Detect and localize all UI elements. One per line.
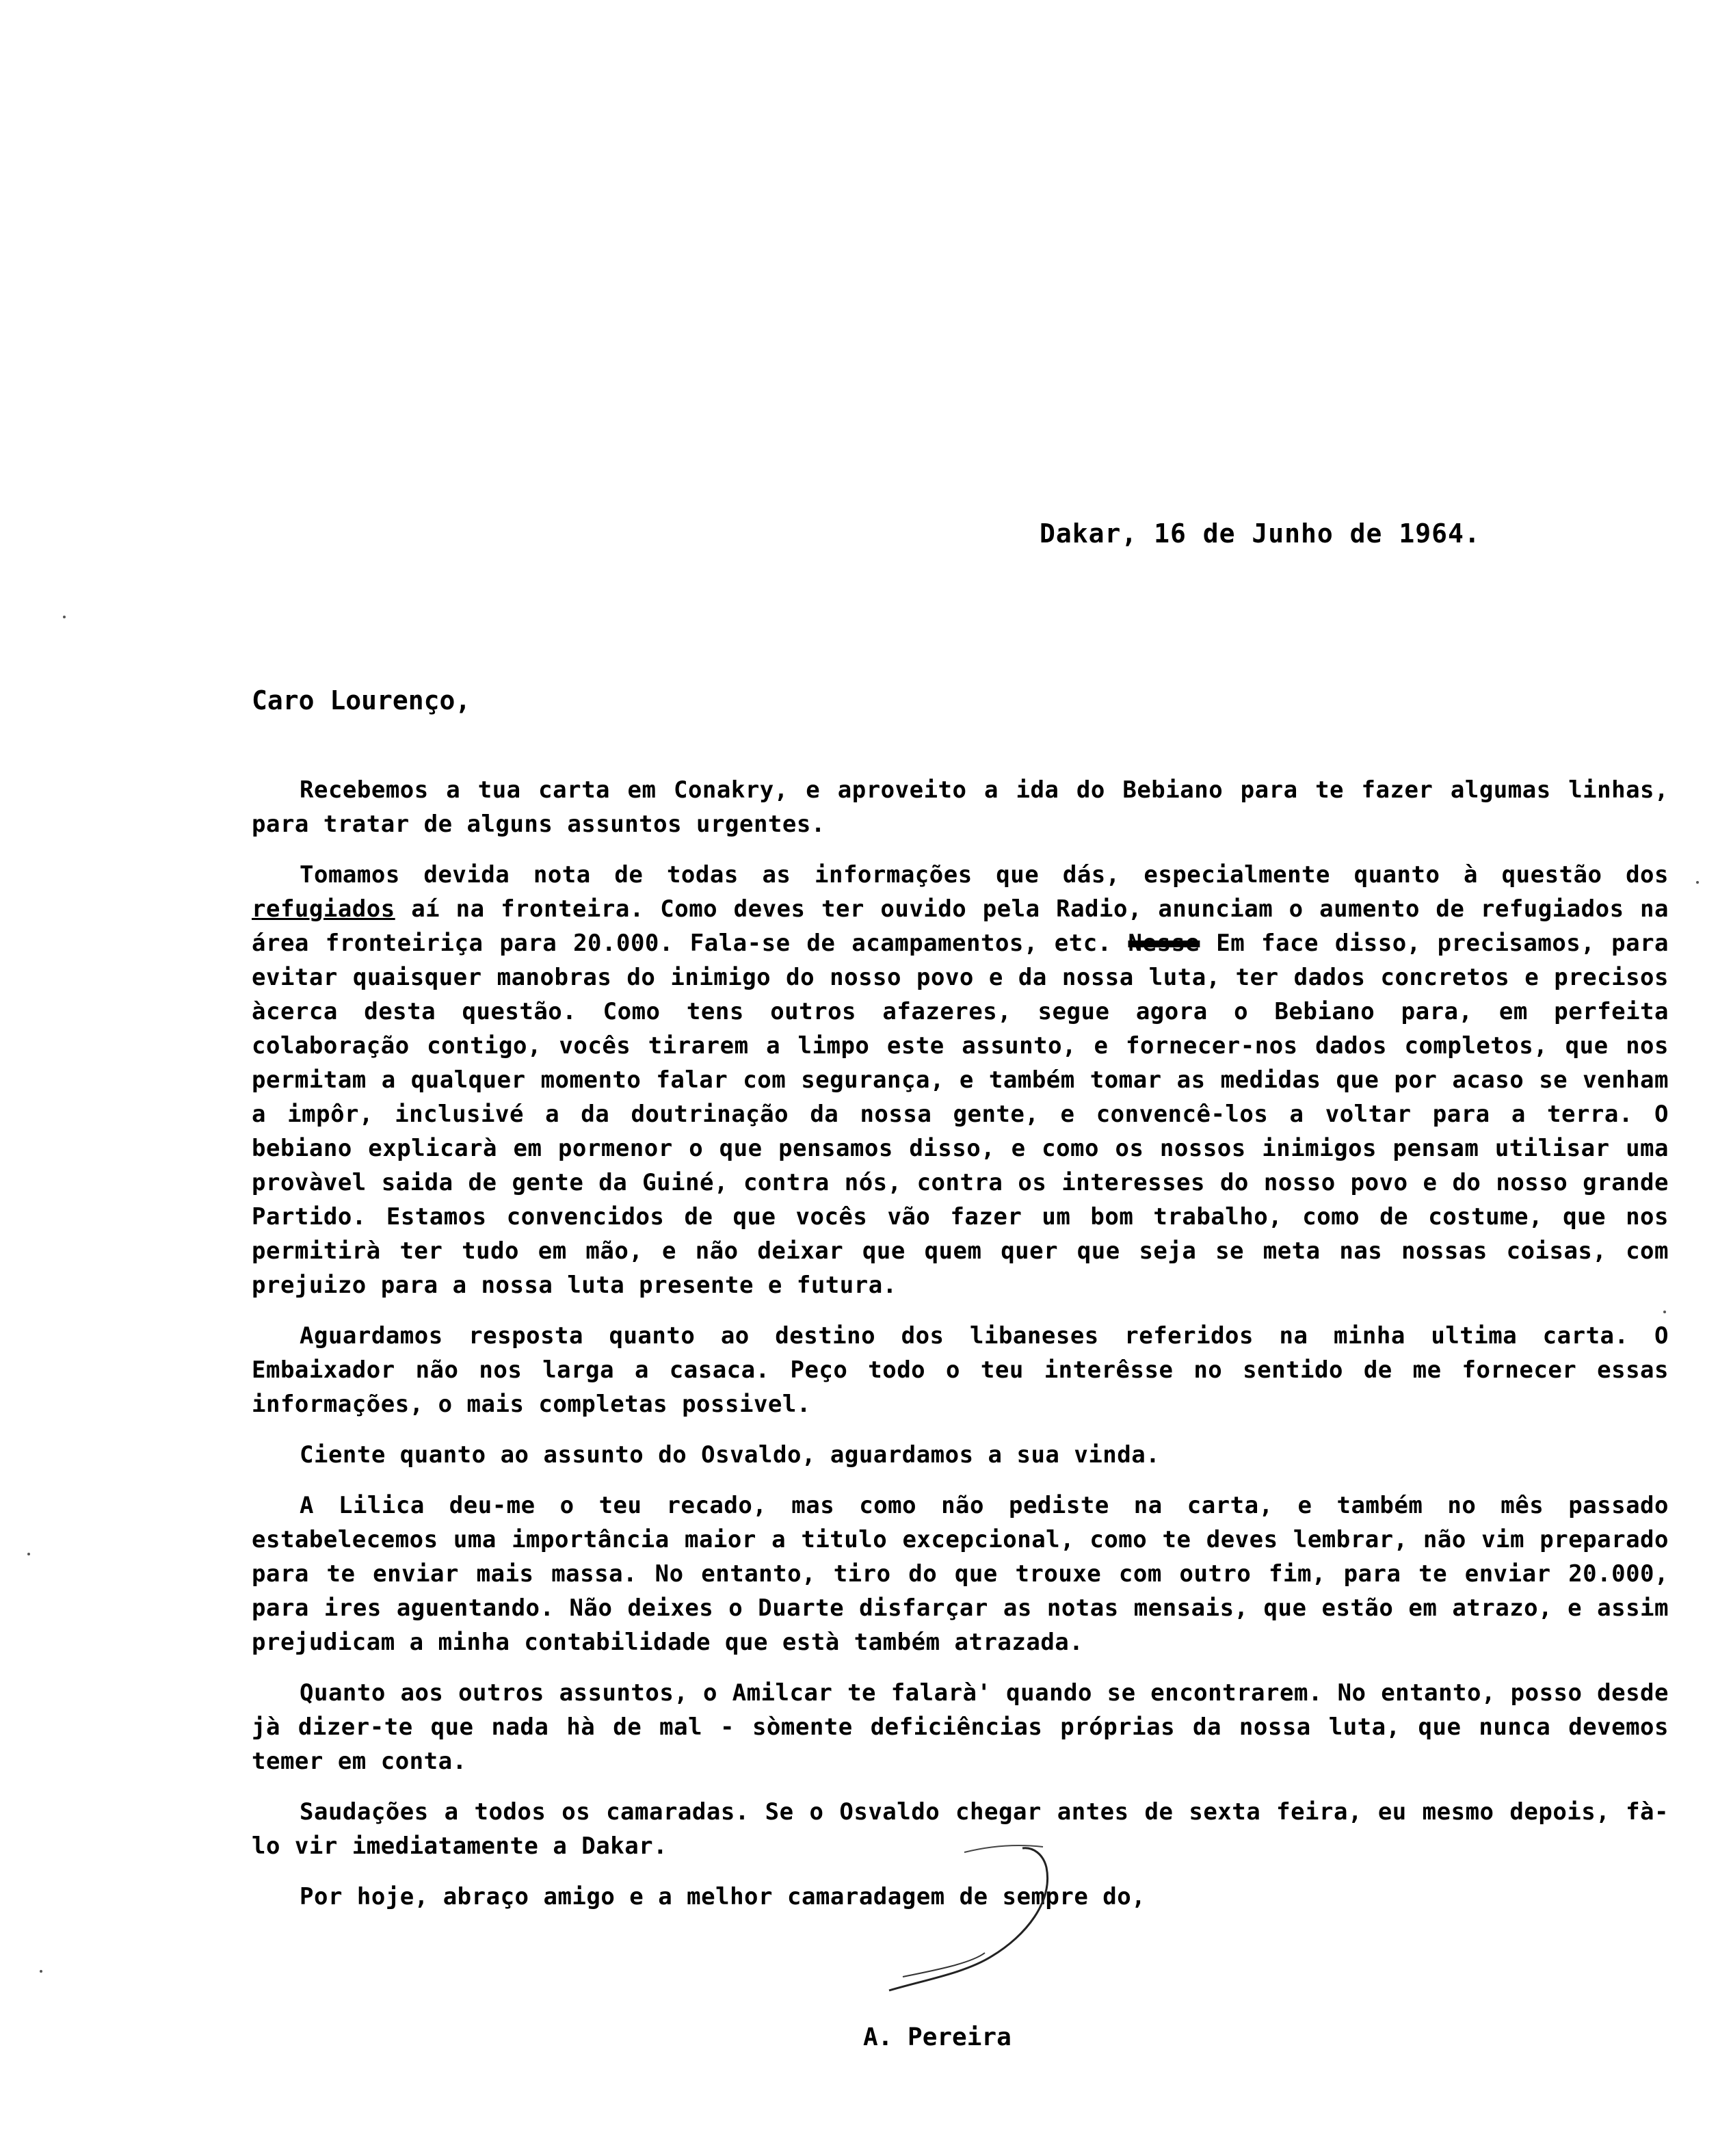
- scan-speck: [63, 616, 66, 618]
- paragraph-1: Recebemos a tua carta em Conakry, e aproveito a ida do Bebiano para te fazer algumas linhas, para tratar de alguns assuntos urgentes.: [252, 776, 1669, 838]
- letter-date: Dakar, 16 de Junho de 1964.: [1040, 518, 1481, 549]
- signer-name: A. Pereira: [863, 2023, 1012, 2051]
- letter-body: [252, 773, 1669, 1930]
- paragraph-3: Aguardamos resposta quanto ao destino dos libaneses referidos na minha ultima carta. O Embaixador não nos larga a casaca. Peço todo o teu interêsse no sentido de me fornecer essas informações, o mais completas possivel.: [252, 1322, 1669, 1418]
- paragraph-8: Por hoje, abraço amigo e a melhor camaradagem de sempre do,: [300, 1883, 1146, 1910]
- struck-word: Nesse: [1128, 930, 1200, 957]
- paragraph-2-part-b: aí na fronteira. Como deves ter ouvido pela Radio, anunciam o aumento de refugiados na área fronteiriça para 20.000. Fala-se de acampamentos, etc.: [252, 895, 1669, 957]
- scan-speck: [1696, 881, 1699, 884]
- scan-speck: [27, 1553, 30, 1555]
- paragraph-2-part-c: Em face disso, precisamos, para evitar quaisquer manobras do inimigo do nosso povo e da nossa luta, ter dados concretos e precisos àcerca desta questão. Como tens outros afazeres, segue agora o Bebiano para, em perfeita colaboração contigo, vocês tirarem a limpo este assunto, e fornecer-nos dados completos, que nos permitam a qualquer momento falar com segurança, e também tomar as medidas que por acaso se venham a impôr, inclusivé a da doutrinação da nossa gente, e convencê-los a voltar para a terra. O bebiano explicarà em pormenor o que pensamos disso, e como os nossos inimigos pensam utilisar uma provàvel saida de gente da Guiné, contra nós, contra os interesses do nosso povo e do nosso grande Partido. Estamos convencidos de que vocês vão fazer um bom trabalho, como de costume, que nos permitirà ter tudo em mão, e não deixar que quem quer que seja se meta nas nossas coisas, com prejuizo para a nossa luta presente e futura.: [252, 930, 1669, 1299]
- paragraph-2-part-a: Tomamos devida nota de todas as informações que dás, especialmente quanto à questão dos: [300, 861, 1669, 889]
- paragraph-6: Quanto aos outros assuntos, o Amilcar te falarà' quando se encontrarem. No entanto, posso desde jà dizer-te que nada hà de mal - sòmente deficiências próprias da nossa luta, que nunca devemos temer em conta.: [252, 1679, 1669, 1775]
- handwritten-signature: [882, 1840, 1087, 2004]
- underlined-word: refugiados: [252, 895, 395, 923]
- paragraph-4: Ciente quanto ao assunto do Osvaldo, aguardamos a sua vinda.: [300, 1441, 1161, 1469]
- paragraph-7: Saudações a todos os camaradas. Se o Osvaldo chegar antes de sexta feira, eu mesmo depois, fà-lo vir imediatamente a Dakar.: [252, 1798, 1669, 1860]
- paragraph-2: [252, 858, 1669, 1302]
- scan-speck: [1663, 1311, 1666, 1313]
- paragraph-5: A Lilica deu-me o teu recado, mas como não pediste na carta, e também no mês passado estabelecemos uma importância maior a titulo excepcional, como te deves lembrar, não vim preparado para te enviar mais massa. No entanto, tiro do que trouxe com outro fim, para te enviar 20.000, para ires aguentando. Não deixes o Duarte disfarçar as notas mensais, que estão em atrazo, e assim prejudicam a minha contabilidade que està também atrazada.: [252, 1492, 1669, 1656]
- scan-speck: [40, 1970, 42, 1973]
- salutation: Caro Lourenço,: [252, 685, 471, 715]
